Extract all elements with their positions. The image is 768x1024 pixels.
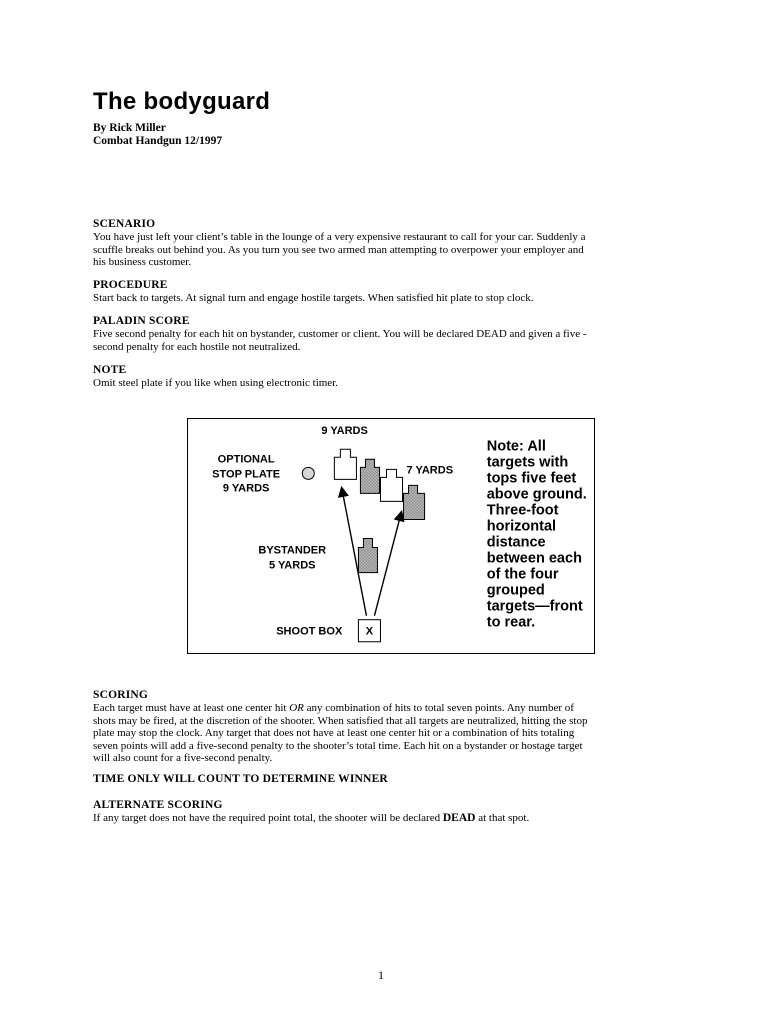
scenario-section <box>93 218 676 269</box>
scoring-line: seven points will add a five-second penalty to the shooter’s total time. Each hit on a bystander or hostage target <box>93 739 583 752</box>
label-7-yards: 7 YARDS <box>406 464 454 477</box>
scoring-text <box>93 702 676 765</box>
paladin-line: Five second penalty for each hit on bystander, customer or client. You will be declared DEAD and given a five - <box>93 328 587 340</box>
label-stop-plate-yards: 9 YARDS <box>222 482 270 495</box>
diagram-note-line: grouped <box>486 582 545 599</box>
scoring-line-end: any combination of hits to total seven points. Any number of <box>303 702 574 714</box>
label-shoot-box: SHOOT BOX <box>276 625 343 638</box>
stop-plate-icon <box>302 467 314 479</box>
diagram-note-line: horizontal <box>486 518 557 535</box>
paladin-text <box>93 328 676 353</box>
procedure-section <box>93 279 676 305</box>
alternate-dead: DEAD <box>442 812 476 824</box>
target-bystander <box>358 539 377 573</box>
scoring-line: will also count for a five-second penalty. <box>93 752 273 764</box>
scenario-line: his business customer. <box>93 256 192 268</box>
procedure-heading: PROCEDURE <box>93 279 168 291</box>
scoring-section <box>93 689 676 765</box>
diagram-note-line: targets—front <box>486 598 583 615</box>
diagram-note-line: above ground. <box>486 486 587 503</box>
target-hostile-2 <box>404 485 425 519</box>
label-bystander-yards: 5 YARDS <box>268 559 316 572</box>
alternate-scoring-section <box>93 799 676 825</box>
alternate-scoring-text <box>93 812 676 825</box>
byline <box>93 122 222 148</box>
time-only-heading: TIME ONLY WILL COUNT TO DETERMINE WINNER <box>93 773 388 785</box>
source-line: Combat Handgun 12/1997 <box>93 135 223 147</box>
note-text: Omit steel plate if you like when using electronic timer. <box>93 377 338 389</box>
scoring-or: OR <box>289 702 304 714</box>
shoot-box-mark: X <box>365 625 374 638</box>
scenario-line: scuffle breaks out behind you. As you turn you see two armed man attempting to overpower your employer and <box>93 243 584 256</box>
note-heading: NOTE <box>93 364 127 376</box>
alternate-text-end: at that spot. <box>475 812 530 824</box>
scoring-line: plate may stop the clock. Any target that does not have at least one center hit or a combination of hits totaling <box>93 727 575 739</box>
arrow-right <box>374 515 400 615</box>
scenario-text <box>93 231 676 269</box>
target-hostile-1 <box>360 459 379 493</box>
diagram-note-line: to rear. <box>486 614 536 631</box>
scenario-heading: SCENARIO <box>93 218 156 230</box>
note-section <box>93 364 676 390</box>
scenario-line: You have just left your client’s table in the lounge of a very expensive restaurant to call for your car. Suddenly a <box>93 231 586 243</box>
paladin-line: second penalty for each hostile not neutralized. <box>93 340 301 353</box>
target-no-shoot-2 <box>380 469 402 501</box>
label-optional: OPTIONAL <box>217 453 275 466</box>
procedure-text: Start back to targets. At signal turn and engage hostile targets. When satisfied hit plate to stop clock. <box>93 292 534 304</box>
diagram-note-line: of the four <box>486 566 559 583</box>
scoring-line-start: Each target must have at least one center hit <box>93 702 290 714</box>
label-bystander: BYSTANDER <box>258 544 327 557</box>
label-stop-plate: STOP PLATE <box>212 468 281 481</box>
document-title: The bodyguard <box>93 88 271 115</box>
page-number: 1 <box>378 968 384 982</box>
author-line: By Rick Miller <box>93 122 166 134</box>
time-only-section <box>93 773 676 786</box>
paladin-heading: PALADIN SCORE <box>93 315 190 327</box>
target-no-shoot-1 <box>334 449 356 479</box>
paladin-section <box>93 315 676 353</box>
diagram-note-line: between each <box>486 550 582 567</box>
alternate-scoring-heading: ALTERNATE SCORING <box>93 799 223 811</box>
diagram-note-line: distance <box>486 534 546 551</box>
alternate-text-start: If any target does not have the required point total, the shooter will be declared <box>93 812 443 824</box>
scoring-line: shots may be fired, at the discretion of the shooter. When satisfied that all targets are neutralized, hitting the stop <box>93 714 588 727</box>
range-diagram <box>187 418 595 654</box>
diagram-note-line: Three-foot <box>486 502 559 519</box>
range-diagram-svg <box>188 419 594 653</box>
diagram-note-line: Note: All <box>486 438 546 455</box>
diagram-note-line: tops five feet <box>486 470 577 487</box>
diagram-note-line: targets with <box>486 454 569 471</box>
label-9-yards: 9 YARDS <box>321 425 368 438</box>
scoring-heading: SCORING <box>93 689 149 701</box>
scoring-line <box>93 702 676 715</box>
